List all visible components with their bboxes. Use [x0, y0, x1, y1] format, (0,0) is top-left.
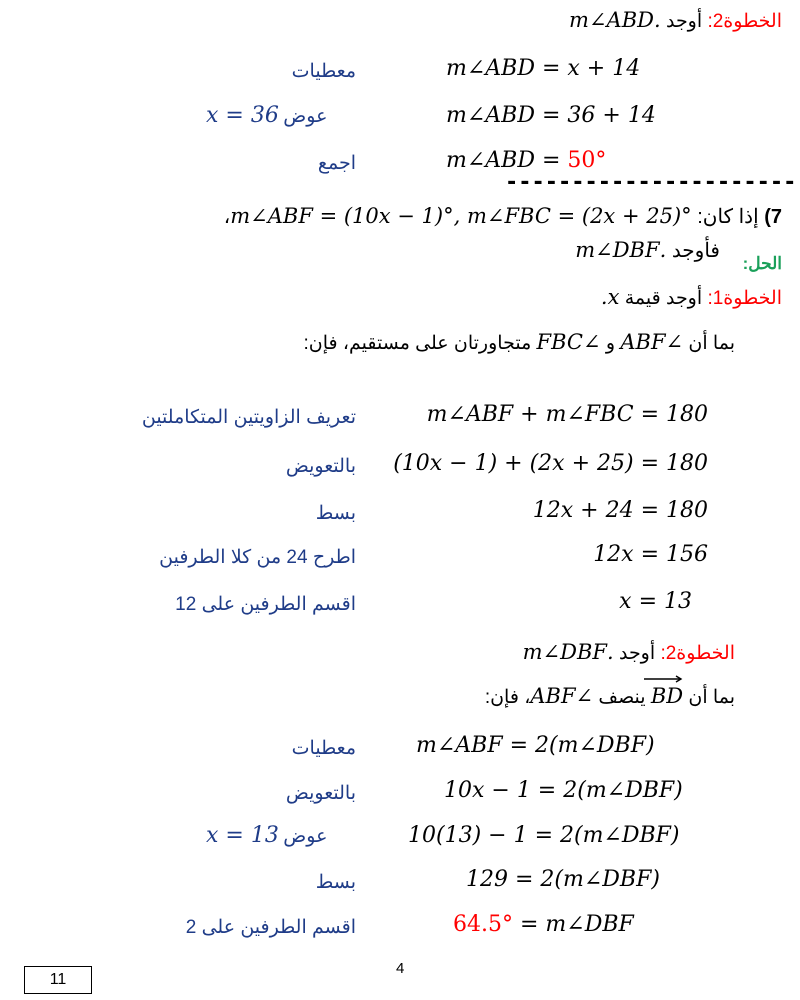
equation-row-2: m∠ABD = 36 + 14 — [446, 103, 656, 128]
intro2-text-a: بما أن — [688, 687, 735, 708]
intro2-text-b: ينصف — [598, 687, 646, 708]
note-row-11 — [206, 823, 327, 848]
note-row-3: اجمع — [317, 153, 356, 174]
intro1-angle2: ∠FBC — [536, 330, 601, 354]
ray-bd-label: BD — [650, 684, 684, 708]
note-row-5: بالتعويض — [285, 456, 356, 477]
intro1-angle1: ∠ABF — [620, 330, 684, 354]
note-row-4: تعريف الزاويتين المتكاملتين — [141, 407, 356, 428]
note-row-11-math: x = 13 — [206, 823, 279, 848]
note-row-2-math: x = 36 — [206, 103, 279, 128]
intro1-text-b: متجاورتان على مستقيم، فإن: — [303, 333, 532, 354]
note-row-10: بالتعويض — [285, 783, 356, 804]
step2-text: أوجد — [618, 643, 656, 664]
equation-row-12: 129 = 2(m∠DBF) — [466, 867, 660, 892]
step2-label: الخطوة2: — [660, 643, 735, 664]
step1-header — [601, 285, 782, 310]
step-text: أوجد — [665, 11, 703, 32]
step1-label: الخطوة1: — [707, 288, 782, 309]
note-row-11-text: عوض — [283, 826, 328, 847]
equation-row-3-result: 50° — [567, 148, 607, 173]
problem-find — [575, 238, 720, 263]
problem-condition: m∠ABF = (10x − 1)°, m∠FBC = (2x + 25)° — [230, 204, 692, 228]
step-math: .m∠ABD — [569, 8, 661, 32]
ray-bd — [651, 684, 683, 709]
equation-row-13 — [453, 912, 634, 937]
equation-row-5: (10x − 1) + (2x + 25) = 180 — [393, 451, 708, 476]
problem-statement — [224, 204, 782, 229]
problem-find-math: .m∠DBF — [575, 238, 667, 262]
note-row-8: اقسم الطرفين على 12 — [175, 594, 356, 615]
solution-label: الحل: — [742, 254, 782, 273]
equation-row-8: x = 13 — [619, 589, 692, 614]
equation-row-6: 12x + 24 = 180 — [532, 498, 708, 523]
ray-arrow-icon — [643, 675, 683, 683]
intro2 — [485, 684, 735, 709]
page-box-number: 11 — [24, 966, 92, 994]
intro1-and: و — [605, 333, 616, 354]
intro2-angle: ∠ABF — [530, 684, 594, 708]
note-row-6: بسط — [315, 503, 356, 524]
note-row-2 — [206, 103, 327, 128]
note-row-2-text: عوض — [283, 106, 328, 127]
divider: ---------------------- — [505, 170, 797, 195]
problem-comma: ، — [223, 206, 231, 228]
equation-row-3-lhs: m∠ABD = — [446, 148, 568, 173]
step2-header — [523, 640, 735, 665]
step2-header-top — [569, 8, 782, 33]
equation-row-4: m∠ABF + m∠FBC = 180 — [426, 402, 708, 427]
note-row-7: اطرح 24 من كلا الطرفين — [159, 547, 356, 568]
equation-row-7: 12x = 156 — [593, 542, 708, 567]
problem-number: 7) — [764, 206, 782, 228]
equation-row-10: 10x − 1 = 2(m∠DBF) — [444, 778, 683, 803]
intro1 — [304, 330, 735, 355]
equation-row-9: m∠ABF = 2(m∠DBF) — [416, 733, 655, 758]
equation-row-11: 10(13) − 1 = 2(m∠DBF) — [408, 823, 680, 848]
step1-text: أوجد قيمة — [624, 288, 703, 309]
equation-row-1: m∠ABD = x + 14 — [446, 56, 641, 81]
equation-row-13-rhs: = m∠DBF — [512, 912, 634, 937]
equation-row-13-result: 64.5° — [453, 912, 513, 937]
note-row-1: معطيات — [291, 61, 356, 82]
problem-if-text: إذا كان: — [697, 206, 759, 228]
page-number: 4 — [396, 960, 405, 977]
note-row-9: معطيات — [291, 738, 356, 759]
problem-find-text: فأوجد — [671, 240, 720, 262]
step2-math: .m∠DBF — [522, 640, 614, 664]
step-label: الخطوة2: — [707, 11, 782, 32]
note-row-12: بسط — [315, 872, 356, 893]
intro1-text-a: بما أن — [688, 333, 735, 354]
intro2-text-c: ، فإن: — [484, 687, 531, 708]
note-row-13: اقسم الطرفين على 2 — [185, 917, 356, 938]
step1-math: x. — [600, 285, 620, 309]
